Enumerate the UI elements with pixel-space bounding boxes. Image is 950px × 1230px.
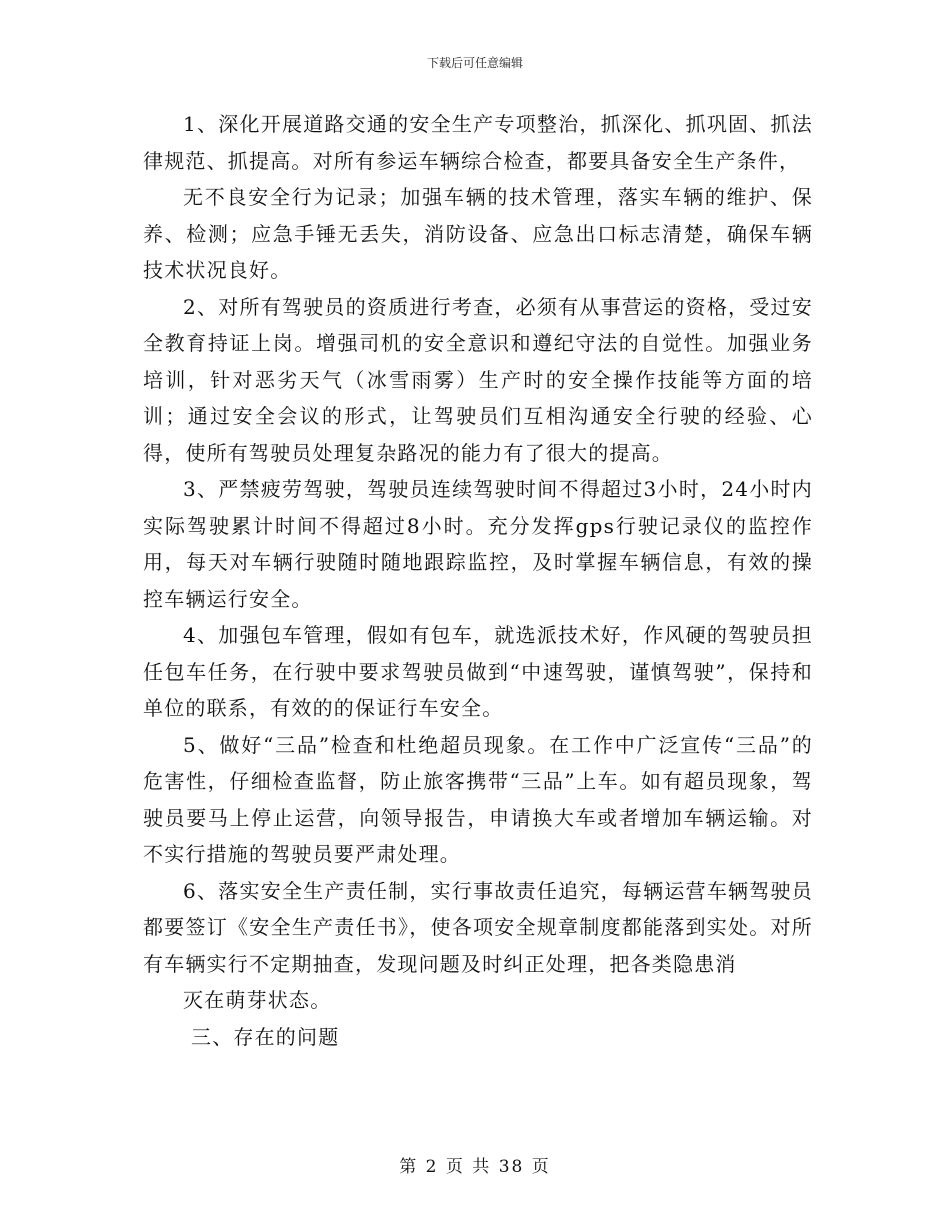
paragraph-item-3: 3、严禁疲劳驾驶，驾驶员连续驾驶时间不得超过3小时，24小时内实际驾驶累计时间不得超过8小时。充分发挥gps行驶记录仪的监控作用，每天对车辆行驶随时随地跟踪监控，及时掌握车辆信息，有效的操控车辆运行安全。 [143, 477, 813, 611]
paragraph-item-5: 5、做好“三品”检查和杜绝超员现象。在工作中广泛宣传“三品”的危害性，仔细检查监督，防止旅客携带“三品”上车。如有超员现象，驾驶员要马上停止运营，向领导报告，申请换大车或者增加车辆运输。对不实行措施的驾驶员要严肃处理。 [143, 732, 813, 866]
page-header-note: 下载后可任意编辑 [426, 56, 523, 70]
page-number-footer: 第 2 页 共 38 页 [399, 1157, 551, 1177]
document-body [143, 106, 813, 1055]
paragraph-item-6-continued: 灭在萌芽状态。 [183, 988, 332, 1012]
paragraph-item-6: 6、落实安全生产责任制，实行事故责任追究，每辆运营车辆驾驶员都要签订《安全生产责任书》，使各项安全规章制度都能落到实处。对所有车辆实行不定期抽查，发现问题及时纠正处理，把各类隐患消 [143, 878, 813, 976]
paragraph-item-2: 2、对所有驾驶员的资质进行考查，必须有从事营运的资格，受过安全教育持证上岗。增强司机的安全意识和遵纪守法的自觉性。加强业务培训，针对恶劣天气（冰雪雨雾）生产时的安全操作技能等方面的培训；通过安全会议的形式，让驾驶员们互相沟通安全行驶的经验、心得，使所有驾驶员处理复杂路况的能力有了很大的提高。 [143, 294, 813, 465]
section-heading: 三、存在的问题 [191, 1024, 340, 1049]
paragraph-item-4: 4、加强包车管理，假如有包车，就选派技术好，作风硬的驾驶员担任包车任务，在行驶中要求驾驶员做到“中速驾驶，谨慎驾驶”，保持和单位的联系，有效的的保证行车安全。 [143, 623, 813, 720]
paragraph-vehicle-maintenance: 无不良安全行为记录；加强车辆的技术管理，落实车辆的维护、保养、检测；应急手锤无丢失，消防设备、应急出口标志清楚，确保车辆技术状况良好。 [143, 185, 813, 282]
paragraph-item-1: 1、深化开展道路交通的安全生产专项整治，抓深化、抓巩固、抓法律规范、抓提高。对所有参运车辆综合检查，都要具备安全生产条件， [143, 112, 813, 173]
